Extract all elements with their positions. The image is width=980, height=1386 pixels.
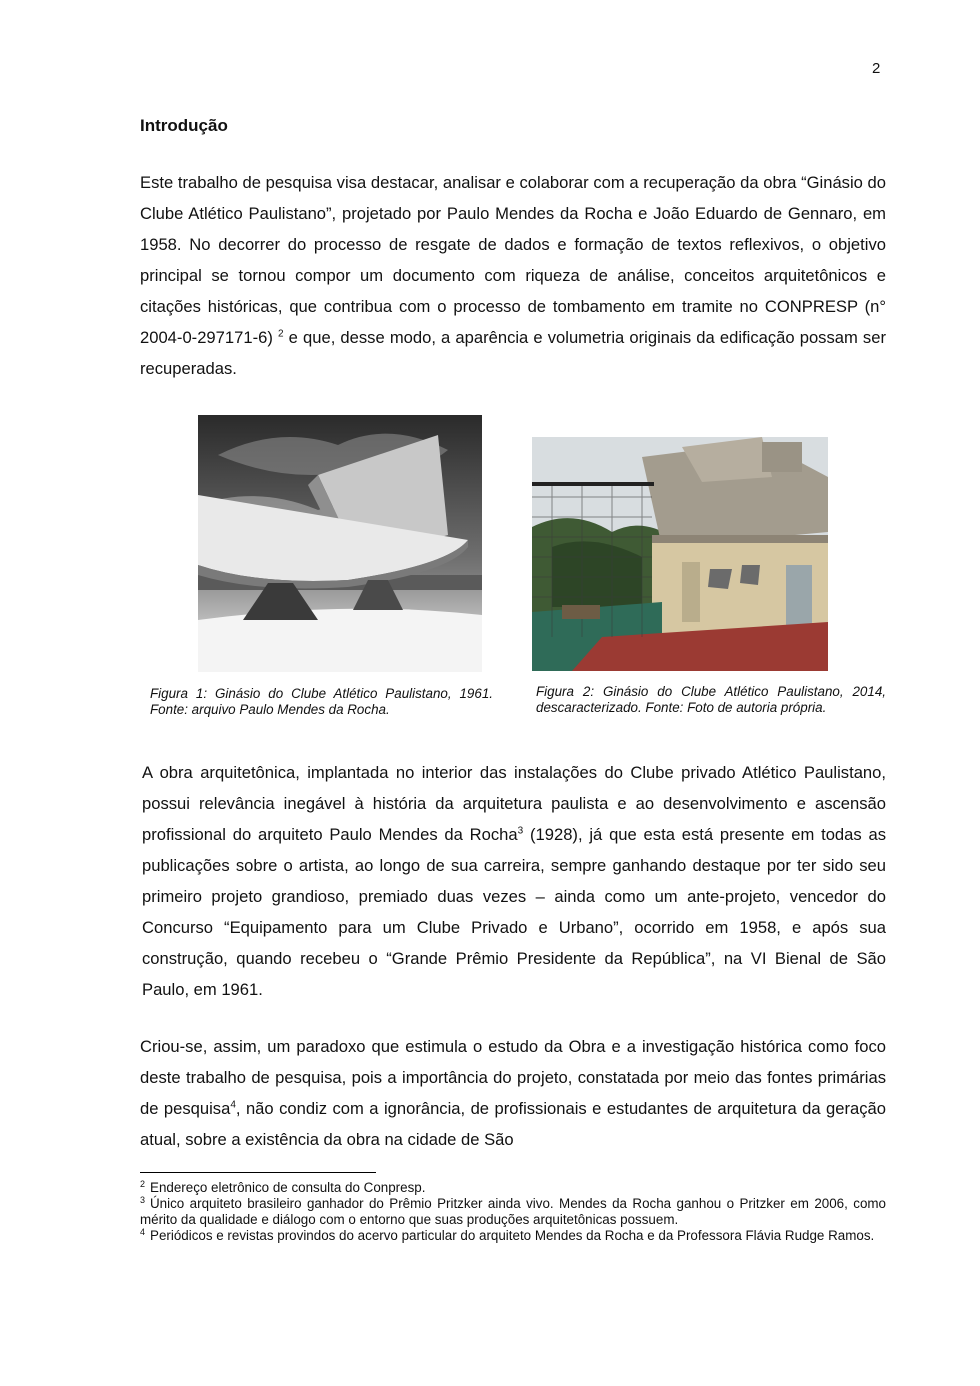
footnote-ref: 2 <box>277 328 284 340</box>
figure-1-caption: Figura 1: Ginásio do Clube Atlético Paulistano, 1961. Fonte: arquivo Paulo Mendes da Rocha. <box>150 686 493 717</box>
footnote-text: Único arquiteto brasileiro ganhador do Prêmio Pritzker ainda vivo. Mendes da Rocha ganhou o Pritzker em 2006, como mérito da qualidade e diálogo com o entorno que suas produções arquitetônicas possuem. <box>140 1196 886 1227</box>
paragraph-text: Este trabalho de pesquisa visa destacar, analisar e colaborar com a recuperação da obra “Ginásio do Clube Atlético Paulistano”, projetado por Paulo Mendes da Rocha e João Eduardo de Gennaro, em 1958. No decorrer do processo de resgate de dados e formação de textos reflexivos, o objetivo principal se tornou compor um documento com riqueza de análise, conceitos arquitetônicos e citações históricas, que contribua com o processo de tombamento em tramite no CONPRESP (n° 2004-0-297171-6) <box>140 173 886 347</box>
footnote-divider <box>140 1172 376 1173</box>
paragraph-text: , não condiz com a ignorância, de profissionais e estudantes de arquitetura da geração atual, sobre a existência da obra na cidade de São <box>140 1099 886 1149</box>
section-heading: Introdução <box>140 116 228 135</box>
paragraph-intro <box>140 167 886 384</box>
paragraph-text: e que, desse modo, a aparência e volumetria originais da edificação possam ser recuperadas. <box>140 328 886 378</box>
figure-1-photo <box>198 415 482 672</box>
footnotes <box>140 1180 886 1244</box>
paragraph-paradox <box>140 1031 886 1155</box>
footnote <box>140 1180 886 1196</box>
footnote-text: Periódicos e revistas provindos do acervo particular do arquiteto Mendes da Rocha e da Professora Flávia Rudge Ramos. <box>150 1228 875 1243</box>
figure-2-caption: Figura 2: Ginásio do Clube Atlético Paulistano, 2014, descaracterizado. Fonte: Foto de autoria própria. <box>536 684 886 715</box>
footnote-text: Endereço eletrônico de consulta do Conpresp. <box>150 1180 426 1195</box>
paragraph-text: Criou-se, assim, um paradoxo que estimula o estudo da Obra e a investigação histórica como foco deste trabalho de pesquisa, pois a importância do projeto, constatada por meio das fontes primárias de pesquisa <box>140 1037 886 1118</box>
footnote <box>140 1228 886 1244</box>
footnote-ref: 4 <box>230 1099 236 1111</box>
footnote-number: 4 <box>140 1227 146 1237</box>
figure-2-photo <box>532 437 828 671</box>
paragraph-text: A obra arquitetônica, implantada no interior das instalações do Clube privado Atlético Paulistano, possui relevância inegável à história da arquitetura paulista e ao desenvolvimento e ascensão profissional do arquiteto Paulo Mendes da Rocha <box>142 763 886 844</box>
footnote-number: 3 <box>140 1195 146 1205</box>
paragraph-history <box>142 757 886 1005</box>
gymnasium-color-photo <box>532 437 828 671</box>
gymnasium-bw-photo <box>198 415 482 672</box>
page-number: 2 <box>872 60 881 77</box>
footnote-ref: 3 <box>517 825 524 837</box>
footnote-number: 2 <box>140 1179 146 1189</box>
footnote <box>140 1196 886 1228</box>
paragraph-text: (1928), já que esta está presente em todas as publicações sobre o artista, ao longo de sua carreira, sempre ganhando destaque por ter sido seu primeiro projeto grandioso, premiado duas vezes – ainda como um ante-projeto, vencedor do Concurso “Equipamento para um Clube Privado e Urbano”, ocorrido em 1958, e após sua construção, quando recebeu o “Grande Prêmio Presidente da República”, na VI Bienal de São Paulo, em 1961. <box>142 825 886 999</box>
